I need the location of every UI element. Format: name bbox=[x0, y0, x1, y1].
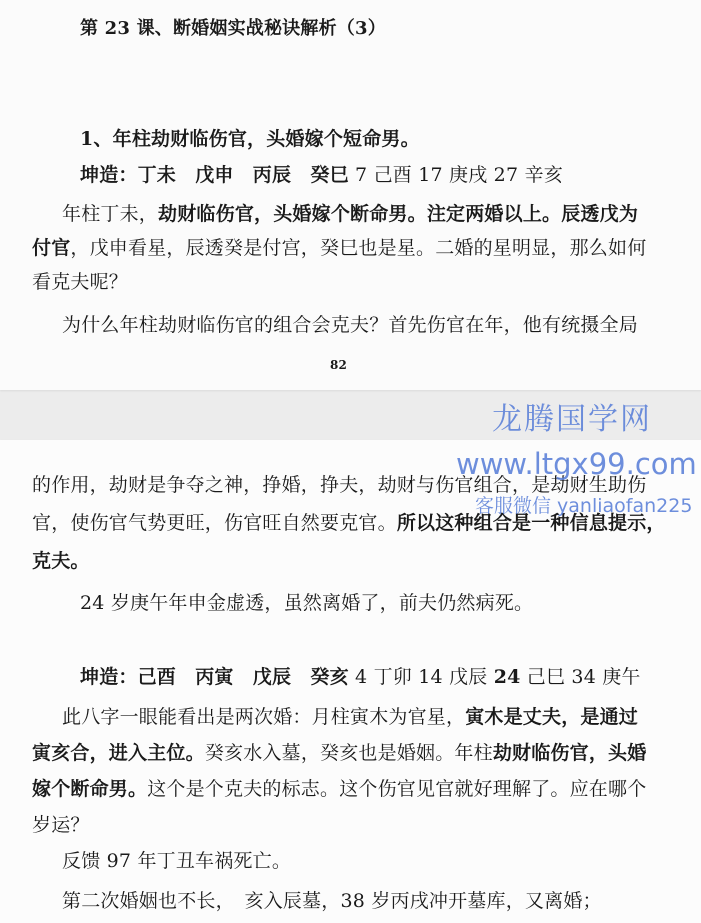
text-run: 此八字一眼能看出是两次婚：月柱寅木为官星， bbox=[62, 706, 466, 728]
case2-dayun-tail: 己巳 34 庚午 bbox=[520, 666, 641, 688]
page-top bbox=[0, 0, 701, 390]
text-run-bold: 付官 bbox=[32, 237, 71, 259]
case1-para1-line3: 看克夫呢？ bbox=[32, 271, 129, 293]
text-run-bold: 所以这种组合是一种信息提示， bbox=[396, 512, 666, 534]
text-run-bold: 嫁个断命男。 bbox=[32, 778, 148, 800]
text-run-bold: 劫财临伤官，头婚嫁个断命男。注定两婚以上。辰透戊为 bbox=[158, 203, 639, 225]
text-run-bold: 寅亥合，进入主位。 bbox=[32, 742, 205, 764]
case2-para1-line3 bbox=[32, 774, 646, 804]
case2-chart-label: 坤造：己酉 丙寅 戊辰 癸亥 bbox=[80, 666, 349, 688]
case2-dayun-bold: 24 bbox=[493, 666, 521, 688]
watermark-contact: 客服微信 yanliaofan225 bbox=[475, 495, 693, 517]
continued-line3: 克夫。 bbox=[32, 550, 90, 572]
continued-line4: 24 岁庚午年申金虚透，虽然离婚了，前夫仍然病死。 bbox=[80, 592, 534, 614]
case2-para3: 第二次婚姻也不长， 亥入辰墓，38 岁丙戌冲开墓库，又离婚； bbox=[62, 890, 602, 912]
text-run: ，戊申看星，辰透癸是付宫，癸巳也是星。二婚的星明显，那么如何 bbox=[70, 237, 647, 259]
watermark-brand: 龙腾国学网 bbox=[492, 402, 652, 437]
case1-para2-line1: 为什么年柱劫财临伤官的组合会克夫？首先伤官在年，他有统摄全局 bbox=[62, 314, 639, 336]
case2-chart-line bbox=[80, 662, 641, 692]
case2-para1-line4: 岁运？ bbox=[32, 814, 90, 836]
case1-dayun: 7 己酉 17 庚戌 27 辛亥 bbox=[348, 164, 563, 186]
case1-chart-label: 坤造：丁未 戊申 丙辰 癸巳 bbox=[80, 164, 349, 186]
text-run-bold: 寅木是丈夫，是通过 bbox=[465, 706, 639, 728]
case2-dayun: 4 丁卯 14 戊辰 bbox=[348, 666, 494, 688]
continued-line1: 的作用，劫财是争夺之神，挣婚，挣夫，劫财与伤官组合，是劫财生助伤 bbox=[32, 474, 647, 496]
watermark-url: www.ltgx99.com bbox=[456, 447, 697, 481]
page-number: 82 bbox=[330, 358, 348, 372]
text-run: 年柱丁未， bbox=[62, 203, 159, 225]
section-heading: 1、年柱劫财临伤官，头婚嫁个短命男。 bbox=[80, 128, 420, 150]
case1-para1-line1 bbox=[62, 199, 638, 229]
case2-para1-line2 bbox=[32, 738, 646, 768]
text-run: 癸亥水入墓，癸亥也是婚姻。年柱 bbox=[204, 742, 493, 764]
text-run: 官，使伤官气势更旺，伤官旺自然要克官。 bbox=[32, 512, 397, 534]
case2-para2: 反馈 97 年丁丑车祸死亡。 bbox=[62, 850, 292, 872]
case2-para1-line1 bbox=[62, 702, 638, 732]
text-run-bold: 劫财临伤官，头婚 bbox=[492, 742, 647, 764]
case1-chart-line bbox=[80, 160, 563, 190]
lesson-title: 第 23 课、断婚姻实战秘诀解析（3） bbox=[80, 18, 386, 39]
case1-para1-line2 bbox=[32, 233, 646, 263]
text-run: 这个是个克夫的标志。这个伤官见官就好理解了。应在哪个 bbox=[147, 778, 647, 800]
